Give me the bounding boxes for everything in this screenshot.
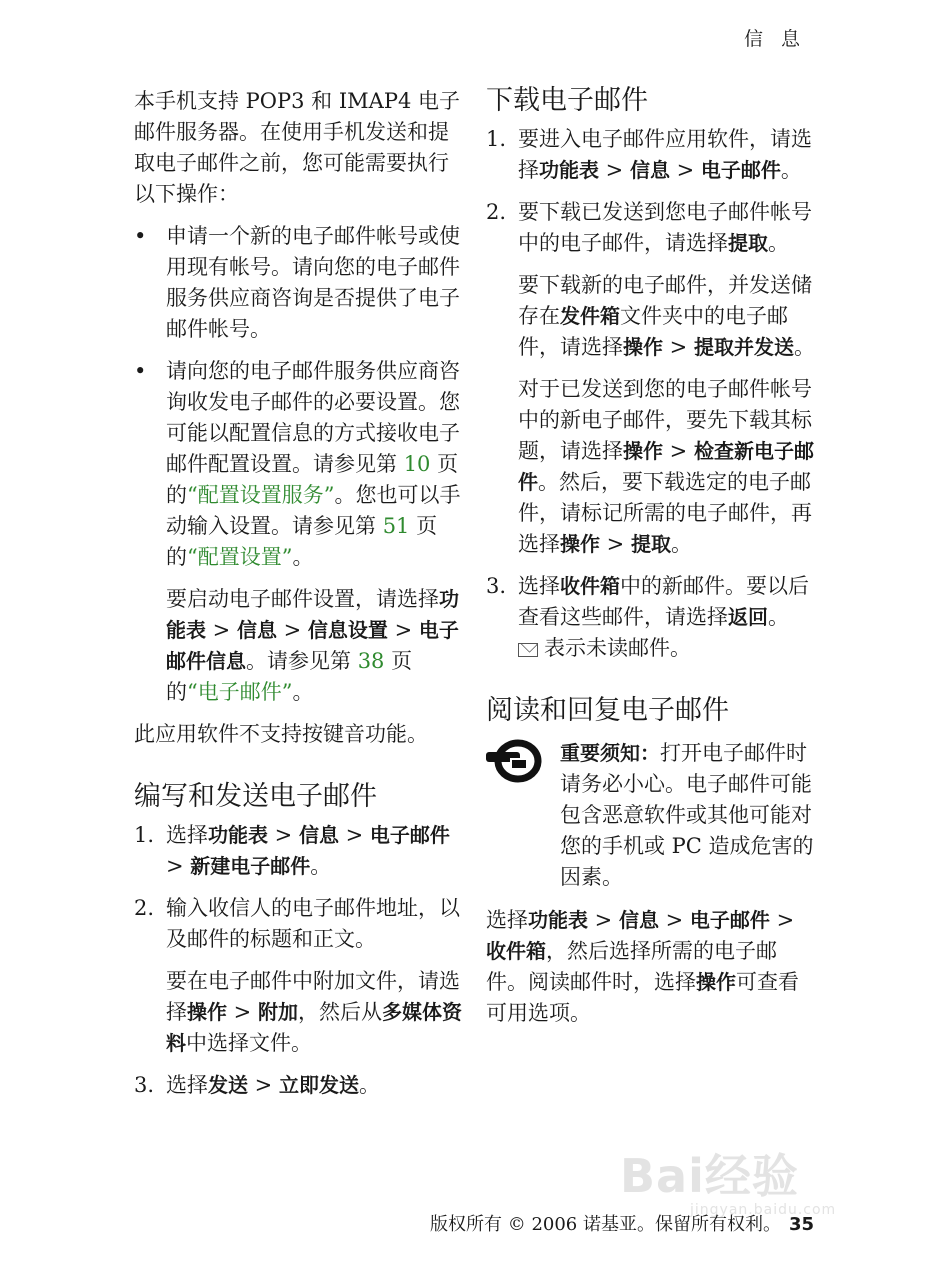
- separator: >: [599, 158, 630, 182]
- separator: >: [276, 618, 308, 642]
- step-text: 。: [768, 231, 789, 255]
- note-text: 。然后，要下载选定的电子邮件，请标记所需的电子邮件，再选择: [518, 470, 812, 556]
- step-text: 要进入电子邮件应用软件，请选择: [518, 127, 812, 182]
- step-text: 。: [768, 605, 789, 629]
- prerequisite-list: [134, 221, 464, 708]
- menu-term: 操作: [187, 1000, 227, 1024]
- section-link[interactable]: “电子邮件”: [187, 680, 293, 704]
- read-reply-heading: 阅读和回复电子邮件: [486, 695, 729, 726]
- download-heading: 下载电子邮件: [486, 85, 648, 116]
- step-text: 要下载已发送到您电子邮件帐号中的电子邮件，请选择: [518, 200, 812, 255]
- menu-term: 立即发送: [278, 1073, 359, 1097]
- list-item: [134, 356, 464, 708]
- separator: >: [227, 1000, 258, 1024]
- bullet-text: 。您也可以手动输入设置。请参见第: [166, 483, 461, 538]
- menu-term: 提取: [630, 532, 671, 556]
- menu-term: 操作: [623, 335, 663, 359]
- download-steps: [486, 124, 816, 664]
- intro-paragraph: 本手机支持 POP3 和 IMAP4 电子邮件服务器。在使用手机发送和提取电子邮件之前，您可能需要执行以下操作：: [134, 89, 460, 206]
- note-text: 中选择文件。: [186, 1031, 312, 1055]
- separator: >: [663, 335, 694, 359]
- menu-term: 功能表: [208, 823, 268, 847]
- separator: >: [268, 823, 299, 847]
- separator: >: [206, 618, 237, 642]
- separator: >: [588, 908, 619, 932]
- step-text: 选择: [166, 1073, 208, 1097]
- menu-term: 功能表: [166, 587, 459, 642]
- header-note: [518, 374, 816, 560]
- warning-hand-icon: [486, 738, 546, 893]
- menu-term: 电子邮件: [700, 158, 781, 182]
- menu-term: 返回: [728, 605, 768, 629]
- section-link[interactable]: “配置设置服务”: [187, 483, 335, 507]
- note-text: 要启动电子邮件设置，请选择: [166, 587, 439, 611]
- separator: >: [669, 158, 701, 182]
- menu-term: 电子邮件信息: [166, 618, 459, 673]
- left-column: [134, 86, 464, 1112]
- step-item: [486, 197, 816, 560]
- menu-term: 提取并发送: [693, 335, 794, 359]
- menu-term: 信息: [298, 823, 339, 847]
- note-text: 。请参见第: [246, 649, 358, 673]
- note-text: ，然后从: [297, 1000, 382, 1024]
- note-text: 对于已发送到您的电子邮件帐号中的新电子邮件，要先下载其标题，请选择: [518, 377, 812, 463]
- step-number: 1.: [486, 127, 507, 151]
- menu-term: 操作: [623, 439, 663, 463]
- step-number: 3.: [134, 1073, 155, 1097]
- menu-term: 新建电子邮件: [190, 854, 311, 878]
- step-text: 选择: [166, 823, 208, 847]
- step-number: 2.: [134, 896, 155, 920]
- menu-term: 附加: [257, 1000, 298, 1024]
- page-footer: [430, 1210, 814, 1236]
- bullet-text: 。: [292, 545, 314, 569]
- step-item: [486, 124, 816, 186]
- important-notice: [486, 738, 816, 893]
- legend-text: 表示未读邮件。: [544, 636, 691, 660]
- menu-term: 电子邮件: [689, 908, 770, 932]
- setup-note: [166, 584, 464, 708]
- separator: >: [387, 618, 419, 642]
- bullet-text: 申请一个新的电子邮件帐号或使用现有帐号。请向您的电子邮件服务供应商咨询是否提供了电子邮件帐号。: [166, 224, 460, 341]
- note-text: 。: [292, 680, 314, 704]
- menu-term: 功能表: [539, 158, 599, 182]
- step-item: [486, 571, 816, 664]
- note-text: 。: [793, 335, 815, 359]
- step-number: 3.: [486, 574, 507, 598]
- notice-label: 重要须知：: [560, 741, 660, 765]
- section-link[interactable]: “配置设置”: [187, 545, 293, 569]
- step-text: 输入收信人的电子邮件地址，以及邮件的标题和正文。: [166, 896, 460, 951]
- note-text: 要在电子邮件中附加文件，请选择: [166, 969, 460, 1024]
- separator: >: [769, 908, 795, 932]
- separator: >: [248, 1073, 279, 1097]
- menu-term: 功能表: [528, 908, 588, 932]
- menu-term: 信息: [629, 158, 670, 182]
- read-instructions: [486, 905, 816, 1029]
- send-note: [518, 270, 816, 363]
- watermark: [620, 1140, 837, 1218]
- step-number: 2.: [486, 200, 507, 224]
- notice-text: 打开电子邮件时请务必小心。电子邮件可能包含恶意软件或其他可能对您的手机或 PC 造成危害的因素。: [560, 741, 814, 889]
- menu-term: 发件箱: [560, 304, 620, 328]
- note-text: 文件夹中的电子邮件，请选择: [518, 304, 788, 359]
- note-text: 要下载新的电子邮件，并发送储存在: [518, 273, 812, 328]
- separator: >: [338, 823, 370, 847]
- step-item: [134, 820, 464, 882]
- menu-term: 操作: [696, 970, 736, 994]
- menu-term: 提取: [728, 231, 768, 255]
- menu-term: 电子邮件: [369, 823, 450, 847]
- step-text: 中的新邮件。要以后查看这些邮件，请选择: [518, 574, 809, 629]
- watermark-url: jingyan.baidu.com: [690, 1202, 837, 1218]
- note-text: 。: [670, 532, 692, 556]
- running-head: 信 息: [743, 28, 806, 50]
- keytone-note: 此应用软件不支持按键音功能。: [134, 722, 428, 746]
- menu-term: 操作: [560, 532, 600, 556]
- attach-note: [166, 966, 464, 1059]
- menu-term: 发送: [208, 1073, 248, 1097]
- menu-term: 信息: [618, 908, 659, 932]
- menu-term: 信息设置: [307, 618, 388, 642]
- right-column: [486, 84, 816, 1040]
- menu-term: 检查新电子邮件: [518, 439, 814, 494]
- envelope-icon: [518, 643, 538, 657]
- unread-legend: [518, 633, 816, 664]
- bullet-text: 请向您的电子邮件服务供应商咨询收发电子邮件的必要设置。您可能以配置信息的方式接收电子邮件配置设置。请参见第: [166, 359, 460, 476]
- watermark-brand: Bai经验: [620, 1149, 799, 1203]
- write-steps: [134, 820, 464, 1101]
- note-text: 页的: [166, 649, 413, 704]
- step-item: [134, 893, 464, 1059]
- page-link[interactable]: 51: [382, 514, 410, 538]
- write-send-heading: 编写和发送电子邮件: [134, 781, 377, 812]
- step-text: 。: [310, 854, 332, 878]
- separator: >: [166, 854, 191, 878]
- bullet-text: 页的: [166, 452, 459, 507]
- copyright-text: 版权所有 © 2006 诺基亚。保留所有权利。: [430, 1214, 781, 1235]
- step-text: 。: [358, 1073, 380, 1097]
- page-number: 35: [788, 1214, 815, 1235]
- list-item: [134, 221, 464, 345]
- para-text: 选择: [486, 908, 528, 932]
- menu-term: 收件箱: [560, 574, 620, 598]
- notice-body: [560, 738, 816, 893]
- separator: >: [663, 439, 694, 463]
- page-link[interactable]: 38: [357, 649, 385, 673]
- menu-term: 信息: [236, 618, 277, 642]
- menu-term: 收件箱: [486, 939, 546, 963]
- bullet-text: 页的: [166, 514, 438, 569]
- step-item: [134, 1070, 464, 1101]
- separator: >: [658, 908, 690, 932]
- menu-term: 多媒体资料: [166, 1000, 462, 1055]
- separator: >: [600, 532, 631, 556]
- para-text: ，然后选择所需的电子邮件。阅读邮件时，选择: [486, 939, 777, 994]
- step-number: 1.: [134, 823, 155, 847]
- step-text: 选择: [518, 574, 560, 598]
- page-link[interactable]: 10: [403, 452, 431, 476]
- step-text: 。: [780, 158, 802, 182]
- para-text: 可查看可用选项。: [486, 970, 799, 1025]
